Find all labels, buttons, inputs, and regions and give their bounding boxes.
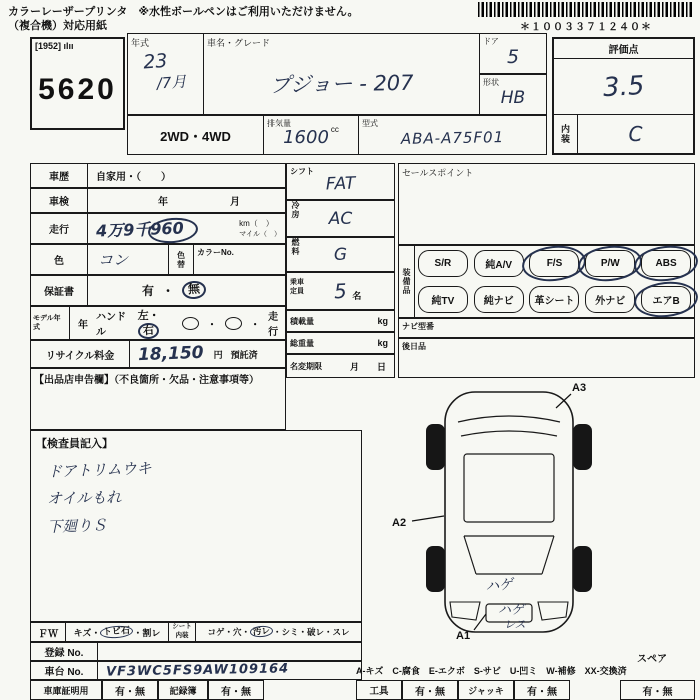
- displacement-value: 1600: [283, 127, 329, 148]
- windshield-outline: [464, 536, 554, 574]
- records-label: 記録簿: [169, 685, 197, 696]
- equipment-item-circled: [641, 250, 691, 277]
- dot-separator: ・: [250, 319, 261, 331]
- capacity-label: 乗車定員: [290, 279, 304, 296]
- sales-point-box: [398, 163, 695, 245]
- model-year-year: 年: [78, 319, 88, 331]
- model-code-value: ABA-A75F01: [400, 127, 505, 148]
- history-row: [30, 163, 286, 188]
- inspector-label: 【検査員記入】: [36, 438, 113, 450]
- equipment-item-label: S/R: [434, 258, 452, 270]
- model-year-row: [30, 306, 286, 340]
- model-year-label: モデル年式: [31, 307, 70, 339]
- shift-value: FAT: [325, 172, 356, 195]
- fw-seat-row: [30, 622, 362, 642]
- equipment-box: [398, 245, 695, 318]
- recycle-unit: 円: [213, 349, 223, 360]
- seat-option-circled: 汚レ: [252, 625, 271, 637]
- color-value: コン: [98, 251, 129, 269]
- load-label: 積載量: [290, 316, 314, 326]
- tools-yn: [402, 680, 458, 700]
- aircon-label: 冷房: [291, 201, 300, 219]
- equipment-label: 装備品: [399, 246, 415, 317]
- rename-label: 名変期限: [290, 361, 322, 371]
- records-cell: [158, 680, 208, 700]
- headlight-right: [538, 602, 568, 620]
- mileage-value-area: [88, 214, 285, 243]
- yes-no-options: 有・無: [415, 686, 445, 698]
- lot-aux-number: [1952]: [35, 41, 62, 51]
- jack-yn: [514, 680, 570, 700]
- displacement-label: 排気量: [267, 119, 291, 128]
- mileage-unit-km: km（ ）: [239, 219, 274, 228]
- yes-no-options: 有・無: [642, 686, 673, 698]
- mileage-row: [30, 213, 286, 244]
- color-row: [30, 244, 286, 275]
- score-label: 評価点: [554, 39, 693, 59]
- shaken-year-label: 年: [158, 197, 168, 208]
- car-name-value: プジョー - 207: [269, 70, 414, 98]
- jack-label: ジャッキ: [468, 685, 504, 696]
- drive-value: 2WD・4WD: [160, 128, 231, 144]
- tools-cell: [356, 680, 402, 700]
- interior-value: C: [628, 122, 643, 146]
- wheel-rear-left: [426, 424, 445, 470]
- seat-option-post: ・シミ・破レ・スレ: [273, 627, 350, 637]
- hand-circle-fw: [100, 625, 134, 639]
- color-no-label: カラーNo.: [197, 248, 234, 257]
- warranty-yes: 有: [142, 284, 155, 298]
- displacement-cell: [263, 115, 359, 155]
- hand-note-hage-1: ハゲ: [484, 575, 514, 595]
- garage-cert-label: 車庫証明用: [43, 685, 89, 696]
- spare-label: スペア: [637, 654, 667, 665]
- hand-circle-warranty: [181, 281, 206, 301]
- yes-no-options: 有・無: [527, 686, 557, 698]
- history-label: 車歴: [31, 164, 88, 187]
- handle-label: ハンドル: [96, 312, 126, 338]
- equipment-item-label: ABS: [655, 258, 677, 270]
- history-value: 自家用・（ ）: [96, 172, 171, 183]
- shape-cell: [479, 74, 547, 115]
- chassis-row: [30, 661, 362, 680]
- equipment-item-label: 外ナビ: [595, 295, 626, 307]
- yes-no-options: 有・無: [221, 686, 251, 698]
- yes-no-options: 有・無: [115, 686, 145, 698]
- garage-cert-cell: [30, 680, 102, 700]
- displacement-unit: cc: [330, 125, 339, 134]
- hand-note-resu: レス: [504, 619, 526, 631]
- inspector-note: ドアトリムウキ: [46, 459, 152, 481]
- pointer-line-a1: [474, 614, 486, 630]
- later-items-box: [398, 338, 695, 378]
- hand-note-hage-2: ハゲ: [498, 602, 525, 617]
- garage-cert-yn: [102, 680, 158, 700]
- displacement-wrap: [264, 116, 358, 154]
- score-box: [552, 37, 695, 155]
- seller-declaration-label: 【出品店申告欄】（不良箇所・欠品・注意事項等）: [34, 375, 259, 386]
- later-items-label: 後日品: [402, 342, 426, 351]
- shaken-row: [30, 188, 286, 213]
- registration-value: [98, 643, 361, 660]
- shaken-value: [88, 189, 285, 212]
- year-value: [143, 49, 188, 95]
- shape-label: 形状: [483, 78, 499, 87]
- navi-model-label: ナビ型番: [402, 322, 434, 331]
- equipment-item-circled: [529, 250, 579, 277]
- handle-options: [138, 307, 174, 339]
- fuel-cell: [286, 237, 395, 272]
- fw-option-circled: トビ石: [103, 625, 131, 637]
- inspector-box: [30, 430, 362, 622]
- warranty-value: [88, 276, 285, 305]
- interior-row: [554, 115, 693, 153]
- equipment-grid: [415, 246, 694, 317]
- hand-circle-seat: [250, 626, 274, 639]
- dot-separator: ・: [207, 319, 218, 331]
- car-diagram: [388, 378, 646, 646]
- aircon-value: AC: [328, 208, 353, 229]
- warranty-row: [30, 275, 286, 306]
- mileage-value: 4万9千960: [95, 218, 185, 241]
- rear-window-line: [458, 416, 560, 422]
- color-value-area: [88, 245, 168, 274]
- equipment-item-label: 革シート: [534, 295, 575, 307]
- equipment-item-label: F/S: [546, 258, 563, 270]
- lot-box: [30, 37, 125, 130]
- seat-options: [196, 623, 361, 641]
- mileage-units: [239, 218, 285, 239]
- oval-mark: [182, 317, 199, 330]
- year-label: 年式: [131, 38, 150, 48]
- door-label: ドア: [483, 37, 499, 46]
- shaken-label: 車検: [31, 189, 88, 212]
- mileage-unit-mile: マイル（ ）: [239, 231, 281, 238]
- oval-mark: [225, 317, 242, 330]
- wheel-front-left: [426, 546, 445, 592]
- recycle-row: [30, 340, 286, 368]
- equipment-item: [585, 286, 635, 313]
- gross-label: 総重量: [290, 338, 314, 348]
- rename-cell: [286, 354, 395, 378]
- inspector-note: オイルもれ: [46, 488, 122, 508]
- navi-model-row: [398, 318, 695, 338]
- year-value-line2: /7月: [156, 72, 187, 93]
- spare-yn: [620, 680, 695, 700]
- gross-cell: [286, 332, 395, 354]
- recycle-status: 預託済: [230, 349, 258, 360]
- year-value-line1: 23: [142, 49, 169, 74]
- model-code-label: 型式: [362, 119, 378, 128]
- warranty-no: 無: [187, 282, 201, 297]
- load-unit: kg: [377, 316, 388, 326]
- door-cell: [479, 33, 547, 74]
- model-code-cell: [358, 115, 547, 155]
- shaken-month-label: 月: [230, 197, 240, 208]
- car-name-label: 車名・グレード: [207, 38, 271, 48]
- printer-note: カラーレーザープリンタ ※水性ボールペンはご利用いただけません。: [8, 6, 359, 18]
- damage-mark-a3: A3: [572, 382, 587, 394]
- interior-label: 内装: [554, 115, 578, 153]
- roof-outline: [464, 454, 554, 522]
- car-name-cell: [203, 33, 480, 115]
- lot-number: 5620: [38, 72, 117, 106]
- handle-left: 左・: [137, 309, 160, 322]
- chassis-value: VF3WC5FS9AW109164: [105, 661, 290, 680]
- chassis-value-area: [98, 662, 361, 679]
- shift-label: シフト: [290, 167, 314, 176]
- records-yn: [208, 680, 264, 700]
- fw-option-pre: キズ・: [73, 627, 101, 638]
- load-cell: [286, 310, 395, 332]
- equipment-item: [474, 286, 524, 313]
- equipment-item-circled: [641, 286, 691, 313]
- hand-circle-handle: [137, 322, 159, 340]
- equipment-item-label: P/W: [600, 258, 620, 270]
- rename-value: 月 日: [349, 361, 386, 372]
- barcode-text: ＊１００３３７１２４０＊: [520, 22, 652, 33]
- fuel-label: 燃料: [291, 238, 300, 256]
- equipment-item-label: 純TV: [431, 295, 455, 307]
- warranty-separator: ・: [162, 284, 175, 298]
- mini-barcode-icon: ılıı: [63, 41, 74, 51]
- fw-options: [66, 623, 169, 641]
- damage-legend: A-キズ C-腐食 E-エクボ S-サビ U-凹ミ W-補修 XX-交換済: [356, 666, 627, 676]
- door-value: 5: [506, 45, 520, 68]
- drive-cell: [127, 115, 264, 155]
- warranty-label: 保証書: [31, 276, 88, 305]
- rear-window-line: [461, 431, 557, 436]
- jack-cell: [458, 680, 514, 700]
- recycle-value-area: [130, 341, 285, 367]
- score-value-area: [554, 59, 693, 115]
- fuel-value: G: [333, 244, 348, 265]
- model-year-suffix: 走行: [268, 312, 279, 338]
- color-change-label: 色替: [168, 245, 194, 274]
- sales-point-label: セールスポイント: [402, 168, 474, 178]
- capacity-cell: [286, 272, 395, 310]
- shift-cell: [286, 163, 395, 200]
- score-value: 3.5: [602, 70, 645, 103]
- equipment-item-label: エアB: [652, 295, 680, 307]
- year-cell: [127, 33, 204, 115]
- barcode-icon: [478, 2, 694, 17]
- equipment-item: [529, 286, 579, 313]
- fw-option-post: ・割レ: [133, 627, 161, 638]
- inspector-note: 下廻りＳ: [46, 515, 108, 537]
- damage-mark-a1: A1: [456, 630, 471, 642]
- equipment-item-circled: [585, 250, 635, 277]
- handle-right: 右: [142, 324, 155, 338]
- tools-label: 工具: [369, 686, 389, 697]
- registration-row: [30, 642, 362, 661]
- seller-declaration-box: [30, 368, 286, 430]
- seat-option-pre: コゲ・穴・: [207, 627, 250, 637]
- paper-note: （複合機）対応用紙: [8, 20, 107, 32]
- equipment-item-label: 純A/V: [485, 260, 513, 272]
- seat-label: シート内装: [169, 623, 196, 641]
- equipment-item-label: 純ナビ: [483, 295, 514, 307]
- damage-mark-a2: A2: [392, 517, 407, 529]
- color-label: 色: [31, 245, 88, 274]
- capacity-value: 5: [333, 278, 347, 304]
- wheel-rear-right: [573, 424, 592, 470]
- chassis-label: 車台 No.: [31, 662, 98, 679]
- aircon-cell: [286, 200, 395, 237]
- capacity-unit: 名: [352, 290, 362, 301]
- equipment-item: [418, 250, 468, 277]
- wheel-front-right: [573, 546, 592, 592]
- fw-label: ＦＷ: [31, 623, 66, 641]
- gross-unit: kg: [377, 338, 388, 348]
- headlight-left: [450, 602, 480, 620]
- capacity-value-wrap: [287, 273, 394, 309]
- shape-value: HB: [500, 87, 526, 108]
- pointer-line-a2: [412, 516, 444, 521]
- registration-label: 登録 No.: [31, 643, 98, 660]
- equipment-item: [418, 286, 468, 313]
- recycle-value: 18,150: [137, 342, 204, 366]
- color-no-cell: [194, 245, 285, 274]
- equipment-item: [474, 250, 524, 277]
- model-year-content: [70, 307, 285, 339]
- recycle-label: リサイクル料金: [31, 341, 130, 367]
- mileage-label: 走行: [31, 214, 88, 243]
